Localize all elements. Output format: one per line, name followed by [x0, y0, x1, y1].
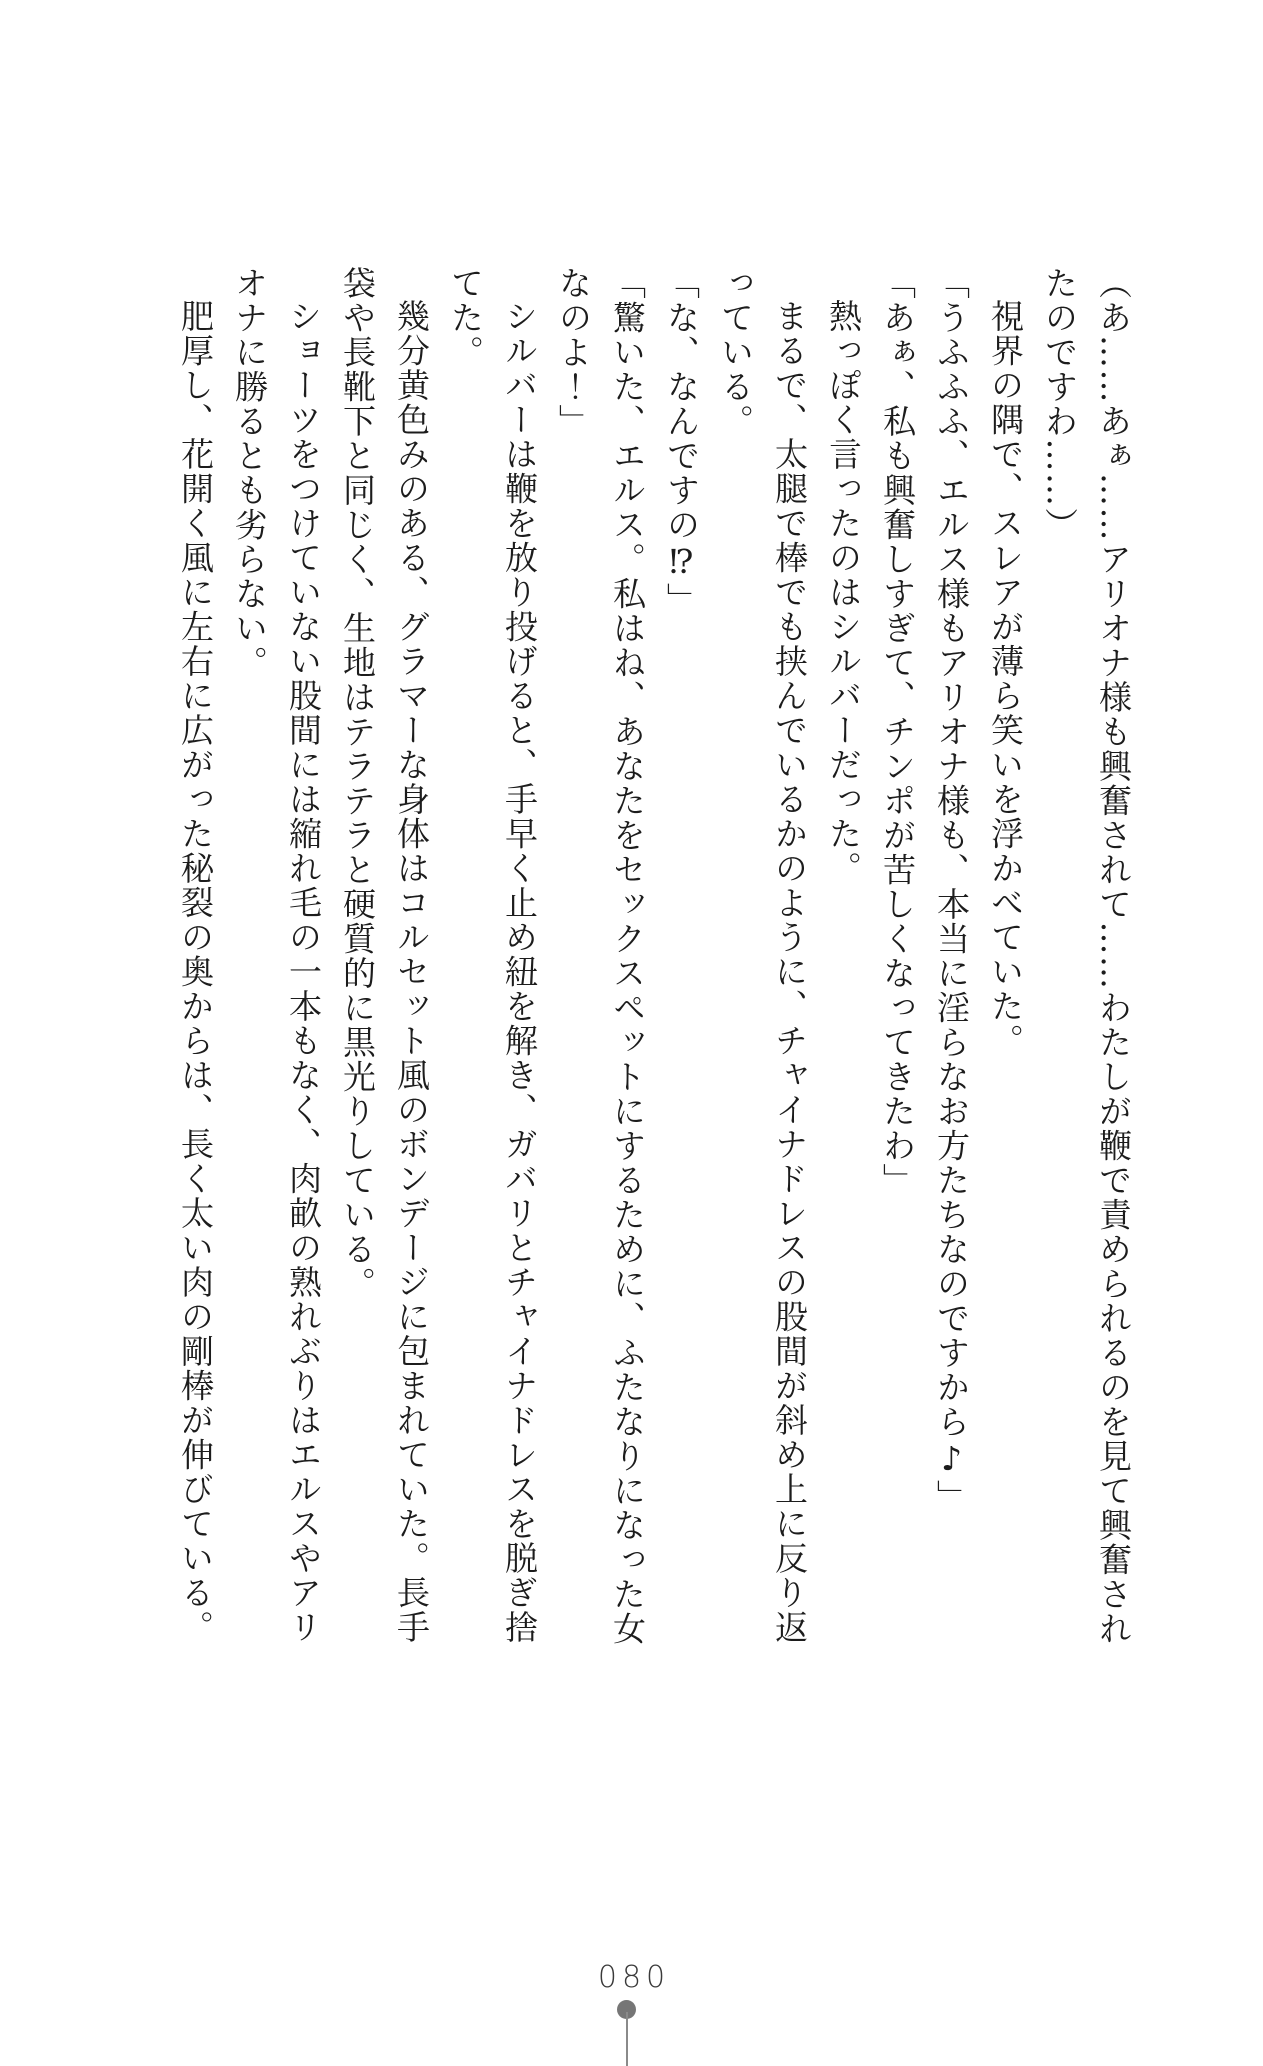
- paragraph-dialogue: 「驚いた、エルス。私はね、あなたをセックスペットにするために、ふたなりになった女なのよ！」: [554, 266, 647, 1646]
- page-number: 080: [597, 1960, 671, 1995]
- paragraph-narration: 肥厚し、花開く風に左右に広がった秘裂の奥からは、長く太い肉の剛棒が伸びている。: [176, 299, 215, 1645]
- paragraph-dialogue: 「あぁ、私も興奮しすぎて、チンポが苦しくなってきたわ」: [878, 266, 917, 1198]
- paragraph-monologue: （あ……あぁ……アリオナ様も興奮されて……わたしが鞭で責められるのを見て興奮されたのですわ……）: [1040, 266, 1133, 1646]
- paragraph-dialogue: 「な、なんですの⁉」: [662, 266, 701, 617]
- paragraph-narration: 幾分黄色みのある、グラマーな身体はコルセット風のボンデージに包まれていた。長手袋や長靴下と同じく、生地はテラテラと硬質的に黒光りしている。: [338, 266, 431, 1645]
- paragraph-narration: まるで、太腿で棒でも挟んでいるかのように、チャイナドレスの股間が斜め上に反り返っている。: [716, 266, 809, 1645]
- paragraph-dialogue: 「うふふふ、エルス様もアリオナ様も、本当に淫らなお方たちなのですから♪」: [932, 266, 971, 1514]
- paragraph-narration: 視界の隅で、スレアが薄ら笑いを浮かべていた。: [986, 299, 1025, 1058]
- paragraph-narration: 熱っぽく言ったのはシルバーだった。: [824, 299, 863, 886]
- paragraph-narration: ショーツをつけていない股間には縮れ毛の一本もなく、肉畝の熟れぶりはエルスやアリオナに勝るとも劣らない。: [230, 266, 323, 1645]
- vertical-text-block: [150, 266, 1140, 1646]
- paragraph-narration: シルバーは鞭を放り投げると、手早く止め紐を解き、ガバリとチャイナドレスを脱ぎ捨てた。: [446, 266, 539, 1645]
- footer-line-ornament: [626, 2012, 628, 2066]
